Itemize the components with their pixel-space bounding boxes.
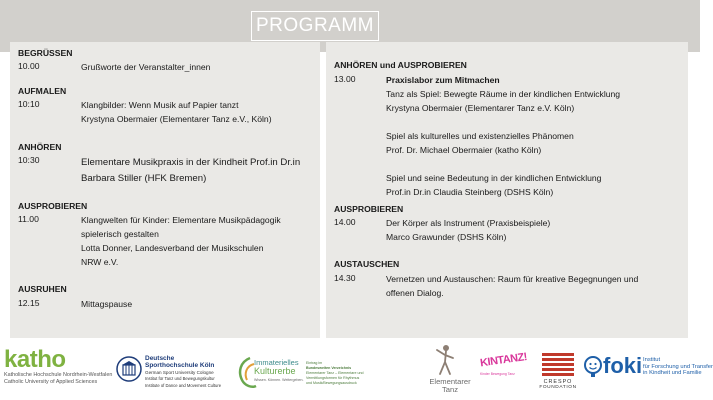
- row-time: 13.00: [334, 74, 356, 84]
- eintrag-line: Vermittlungsformen für Rhythmus: [306, 376, 360, 380]
- row-time: 12.15: [18, 298, 40, 308]
- row-line: NRW e.V.: [81, 257, 119, 267]
- crespo-logo: [536, 353, 580, 395]
- elementarer-tanz-line: Tanz: [441, 385, 459, 394]
- kintanz-wordmark: KINTANZ!: [479, 350, 528, 370]
- section-heading: AUSRUHEN: [18, 284, 67, 294]
- eintrag-line: und Musik/Bewegungsausdruck: [306, 381, 357, 385]
- katho-subline: Katholische Hochschule Nordrhein-Westfalen: [4, 372, 113, 378]
- child-face-icon: [584, 356, 602, 378]
- sponsor-logo-strip: [0, 340, 713, 400]
- eintrag-line: Bundesweiten Verzeichnis: [306, 366, 352, 370]
- foki-line: in Kindheit und Familie: [643, 370, 702, 377]
- crespo-line: CRESPO: [543, 379, 573, 385]
- row-line: Mittagspause: [81, 299, 133, 309]
- row-line: Praxislabor zum Mitmachen: [386, 75, 500, 85]
- row-line: Lotta Donner, Landesverband der Musikschulen: [81, 243, 264, 253]
- elementarer-tanz-line: Elementarer: [429, 377, 471, 386]
- page-title: PROGRAMM: [251, 11, 379, 41]
- eintrag-line: Eintrag im: [306, 361, 323, 365]
- row-line: Marco Grawunder (DSHS Köln): [386, 232, 507, 242]
- kulturerbe-line: Immaterielles: [254, 358, 299, 367]
- row-line: Vernetzen und Austauschen: Raum für kreative Begegnungen und: [386, 274, 639, 284]
- row-line: Barbara Stiller (HFK Bremen): [81, 173, 207, 184]
- row-line: Krystyna Obermaier (Elementarer Tanz e.V., Köln): [81, 114, 272, 124]
- katho-subline: Catholic University of Applied Sciences: [4, 379, 98, 385]
- right-program-panel: [326, 42, 688, 338]
- row-time: 10:10: [18, 99, 40, 109]
- row-line: Klangbilder: Wenn Musik auf Papier tanzt: [81, 100, 239, 110]
- crespo-line: FOUNDATION: [539, 385, 577, 390]
- katho-logo: [4, 348, 116, 392]
- row-line: Spiel und seine Bedeutung in der kindlichen Entwicklung: [386, 173, 602, 183]
- building-icon: [116, 356, 142, 382]
- kintanz-logo: [479, 350, 530, 396]
- row-time: 10:30: [18, 155, 40, 165]
- crespo-stripes-icon: [542, 353, 574, 377]
- row-line: spielerisch gestalten: [81, 229, 159, 239]
- row-line: offenen Dialog.: [386, 288, 444, 298]
- left-program-panel: [10, 42, 320, 338]
- row-time: 14.00: [334, 217, 356, 227]
- row-line: Prof. Dr. Michael Obermaier (katho Köln): [386, 145, 542, 155]
- row-line: Krystyna Obermaier (Elementarer Tanz e.V. Köln): [386, 103, 575, 113]
- row-time: 10.00: [18, 61, 40, 71]
- dshs-line: German Sport University Cologne: [145, 369, 214, 375]
- row-line: Tanz als Spiel: Bewegte Räume in der kindlichen Entwicklung: [386, 89, 621, 99]
- dshs-line: Sporthochschule Köln: [145, 361, 215, 369]
- section-heading: AUSPROBIEREN: [18, 201, 88, 211]
- row-line: Der Körper als Instrument (Praxisbeispiele): [386, 218, 551, 228]
- row-time: 11.00: [18, 214, 39, 224]
- foki-line: Institut: [643, 357, 661, 363]
- dshs-logo: [116, 356, 234, 396]
- dancer-icon: [434, 344, 456, 376]
- foki-wordmark: foki: [603, 353, 643, 378]
- eintrag-text-logo: [306, 361, 372, 391]
- eintrag-line: Elementarer Tanz – Elementare und: [306, 371, 364, 375]
- dshs-line: Institut für Tanz und Bewegungskultur: [145, 376, 215, 382]
- row-line: Prof.in Dr.in Claudia Steinberg (DSHS Köln): [386, 187, 554, 197]
- katho-wordmark: katho: [4, 346, 66, 373]
- row-time: 14.30: [334, 273, 356, 283]
- row-line: Elementare Musikpraxis in der Kindheit Prof.in Dr.in: [81, 157, 301, 168]
- dshs-line: Deutsche: [145, 355, 175, 362]
- foki-line: für Forschung und Transfer: [643, 363, 713, 370]
- kulturerbe-line: Kulturerbe: [254, 366, 296, 376]
- row-line: Spiel als kulturelles und existenzielles Phänomen: [386, 131, 574, 141]
- kulturerbe-logo: [236, 354, 302, 396]
- foki-logo: [584, 353, 713, 394]
- elementarer-tanz-logo: [422, 344, 478, 398]
- section-heading: BEGRÜSSEN: [18, 48, 73, 58]
- section-heading: ANHÖREN: [18, 142, 62, 152]
- section-heading: AUFMALEN: [18, 86, 67, 96]
- section-heading: AUSPROBIEREN: [334, 204, 404, 214]
- kulturerbe-line: Wissen. Können. Weitergeben.: [254, 378, 304, 382]
- section-heading: ANHÖREN und AUSPROBIEREN: [334, 60, 467, 70]
- dshs-line: Institute of Dance and Movement Culture: [145, 383, 222, 389]
- kintanz-sub: Kinder Bewegung Tanz: [480, 372, 515, 376]
- row-line: Grußworte der Veranstalter_innen: [81, 62, 211, 72]
- row-line: Klangwelten für Kinder: Elementare Musikpädagogik: [81, 215, 281, 225]
- section-heading: AUSTAUSCHEN: [334, 259, 400, 269]
